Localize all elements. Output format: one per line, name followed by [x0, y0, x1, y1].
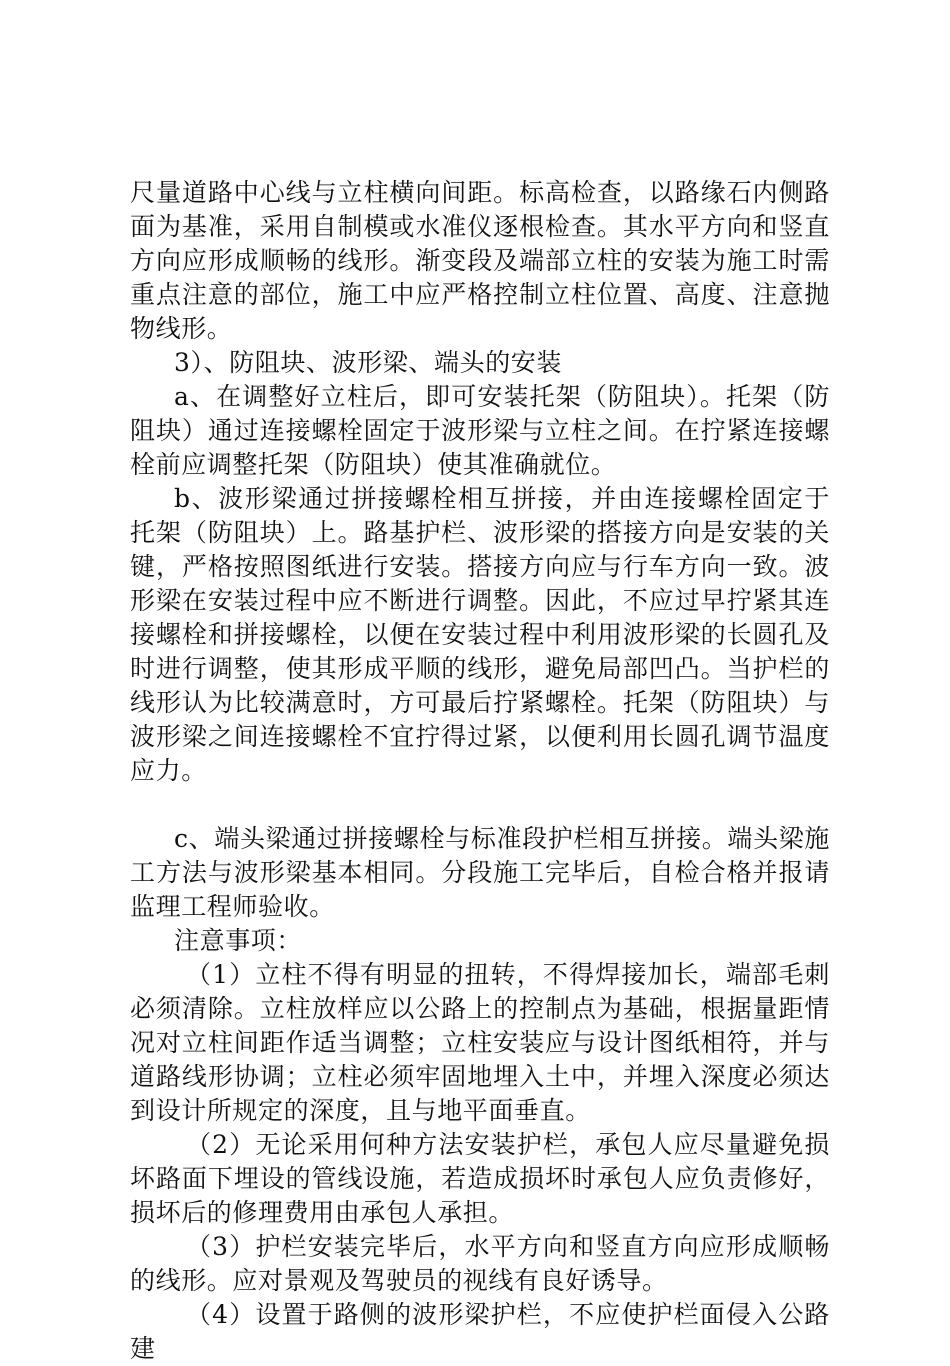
note-1: （1）立柱不得有明显的扭转，不得焊接加长，端部毛刺必须清除。立柱放样应以公路上的控制点为基础，根据量距情况对立柱间距作适当调整；立柱安装应与设计图纸相符，并与道路线形协调；立柱必须牢固地埋入土中，并埋入深度必须达到设计所规定的深度，且与地平面垂直。 — [130, 960, 830, 1125]
paragraph-c: c、端头梁通过拼接螺栓与标准段护栏相互拼接。端头梁施工方法与波形梁基本相同。分段施工完毕后，自检合格并报请监理工程师验收。 — [130, 824, 830, 921]
paragraph-a: a、在调整好立柱后，即可安装托架（防阻块）。托架（防阻块）通过连接螺栓固定于波形梁与立柱之间。在拧紧连接螺栓前应调整托架（防阻块）使其准确就位。 — [130, 382, 830, 479]
paragraph-b: b、波形梁通过拼接螺栓相互拼接，并由连接螺栓固定于托架（防阻块）上。路基护栏、波形梁的搭接方向是安装的关键，严格按照图纸进行安装。搭接方向应与行车方向一致。波形梁在安装过程中应不断进行调整。因此，不应过早拧紧其连接螺栓和拼接螺栓，以便在安装过程中利用波形梁的长圆孔及时进行调整，使其形成平顺的线形，避免局部凹凸。当护栏的线形认为比较满意时，方可最后拧紧螺栓。托架（防阻块）与波形梁之间连接螺栓不宜拧得过紧，以便利用长圆孔调节温度应力。 — [130, 484, 830, 785]
note-3: （3）护栏安装完毕后，水平方向和竖直方向应形成顺畅的线形。应对景观及驾驶员的视线有良好诱导。 — [130, 1232, 830, 1295]
section-heading: 3）、防阻块、波形梁、端头的安装 — [174, 348, 563, 377]
document-body — [130, 176, 830, 1366]
note-4: （4）设置于路侧的波形梁护栏，不应使护栏面侵入公路建 — [130, 1300, 830, 1363]
notes-heading: 注意事项： — [174, 926, 303, 955]
paragraph-continuation: 尺量道路中心线与立柱横向间距。标高检查，以路缘石内侧路面为基准，采用自制模或水准仪逐根检查。其水平方向和竖直方向应形成顺畅的线形。渐变段及端部立柱的安装为施工时需重点注意的部位，施工中应严格控制立柱位置、高度、注意抛物线形。 — [130, 178, 830, 343]
note-2: （2）无论采用何种方法安装护栏，承包人应尽量避免损坏路面下埋设的管线设施，若造成损坏时承包人应负责修好，损坏后的修理费用由承包人承担。 — [130, 1130, 830, 1227]
